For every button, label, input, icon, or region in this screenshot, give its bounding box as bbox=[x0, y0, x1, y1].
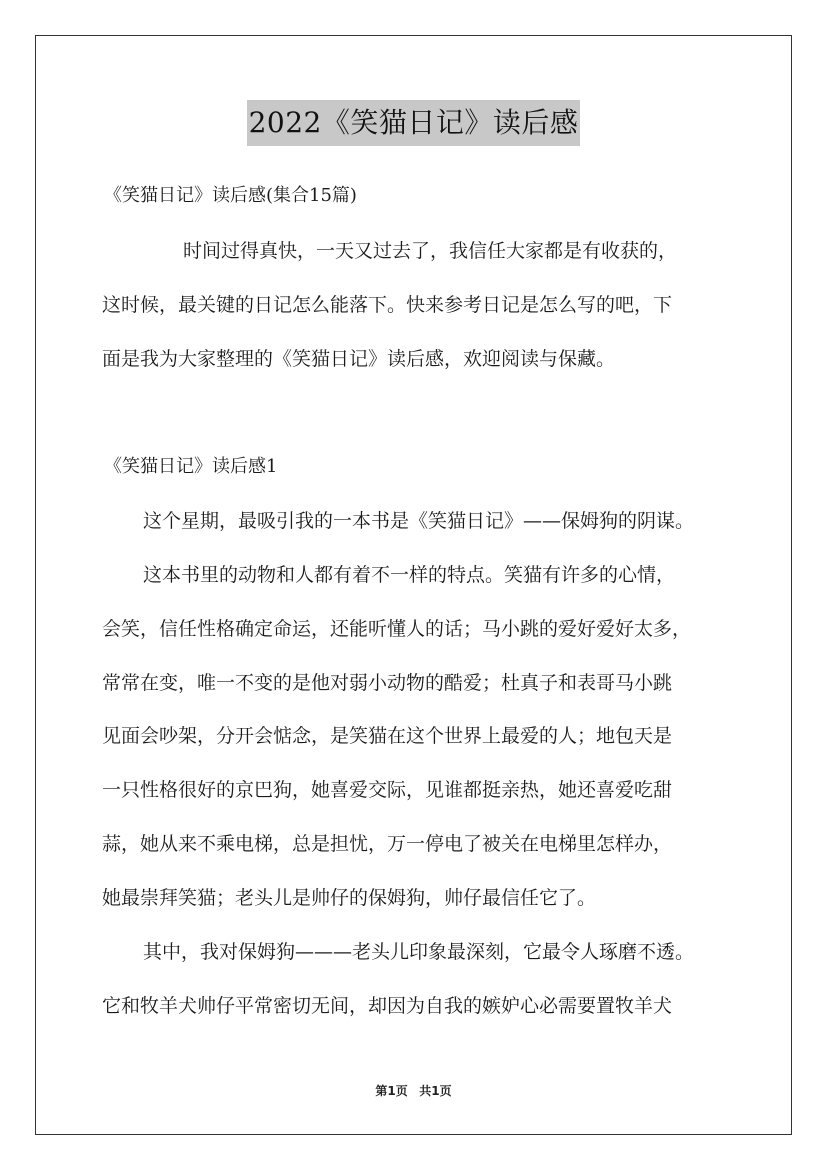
title-container bbox=[0, 100, 827, 146]
body-line: 见面会吵架，分开会惦念，是笑猫在这个世界上最爱的人；地包天是 bbox=[102, 725, 673, 747]
body-line: 这本书里的动物和人都有着不一样的特点。笑猫有许多的心情， bbox=[143, 564, 676, 586]
body-line: 这个星期，最吸引我的一本书是《笑猫日记》——保姆狗的阴谋。 bbox=[143, 510, 695, 532]
page-total: 共1页 bbox=[419, 1084, 452, 1098]
intro-line: 时间过得真快，一天又过去了，我信任大家都是有收获的， bbox=[183, 240, 678, 262]
page-number: 第1页 bbox=[375, 1084, 408, 1098]
document-subtitle: 《笑猫日记》读后感(集合15篇) bbox=[104, 185, 357, 206]
intro-line: 面是我为大家整理的《笑猫日记》读后感，欢迎阅读与保藏。 bbox=[102, 348, 616, 370]
document-title: 2022《笑猫日记》读后感 bbox=[247, 100, 581, 146]
body-line: 其中，我对保姆狗———老头儿印象最深刻，它最令人琢磨不透。 bbox=[143, 941, 695, 963]
body-line: 会笑，信任性格确定命运，还能听懂人的话；马小跳的爱好爱好太多， bbox=[102, 618, 692, 640]
intro-line: 这时候，最关键的日记怎么能落下。快来参考日记是怎么写的吧，下 bbox=[102, 294, 673, 316]
section-heading: 《笑猫日记》读后感1 bbox=[104, 456, 278, 477]
body-line: 她最崇拜笑猫；老头儿是帅仔的保姆狗，帅仔最信任它了。 bbox=[102, 887, 597, 909]
page-footer bbox=[0, 1082, 827, 1099]
body-line: 它和牧羊犬帅仔平常密切无间，却因为自我的嫉妒心必需要置牧羊犬 bbox=[102, 995, 673, 1017]
body-line: 蒜，她从来不乘电梯，总是担忧，万一停电了被关在电梯里怎样办， bbox=[102, 833, 673, 855]
body-line: 一只性格很好的京巴狗，她喜爱交际，见谁都挺亲热，她还喜爱吃甜 bbox=[102, 779, 673, 801]
body-line: 常常在变，唯一不变的是他对弱小动物的酷爱；杜真子和表哥马小跳 bbox=[102, 672, 673, 694]
